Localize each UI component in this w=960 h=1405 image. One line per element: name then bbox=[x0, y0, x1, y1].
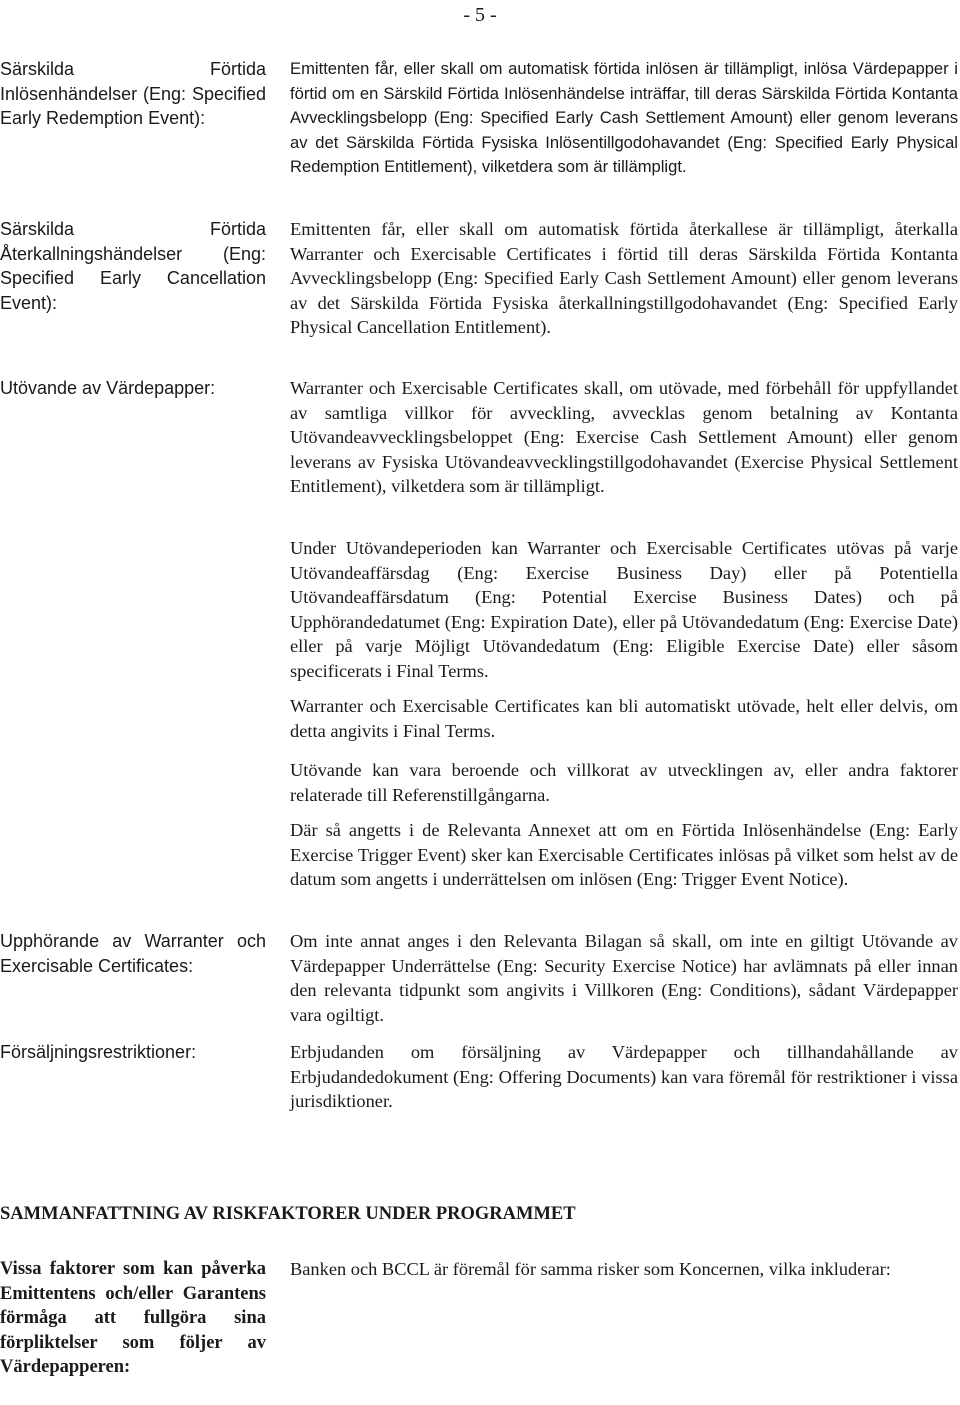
label-risk-factors: Vissa faktorer som kan påverka Emittentens och/eller Garantens förmåga att fullgöra sina förpliktelser som följer av Värdepapperen: bbox=[0, 1259, 266, 1378]
paragraph-specified-early-redemption: Emittenten får, eller skall om automatisk förtida inlösen är tillämpligt, inlösa Värdepapper i förtid om en Särskild Förtida Inlösenhändelse inträffar, till deras Särskilda Förtida Kontanta Avvecklingsbelopp (Eng: Specified Early Cash Settlement Amount) eller genom leverans av det Särskilda Förtida Fysiska Inlösentillgodohavandet (Eng: Specified Early Physical Redemption Entitlement), vilketdera som är tillämpligt. bbox=[290, 59, 958, 177]
paragraph-automatic-exercise: Warranter och Exercisable Certificates kan bli automatiskt utövade, helt eller delvis, om detta angivits i Final Terms. bbox=[290, 696, 958, 741]
paragraph-exercise-period: Under Utövandeperioden kan Warranter och Exercisable Certificates utövas på varje Utövandeaffärsdag (Eng: Exercise Business Day) eller på Potentiella Utövandeaffärsdatum (Eng: Potential Exercise Business Dates) och på Upphörandedatumet (Eng: Expiration Date), eller på Utövandedatum (Eng: Exercise Date) eller på varje Möjligt Utövandedatum (Eng: Eligible Exercise Date) eller såsom specificerats i Final Terms. bbox=[290, 538, 958, 681]
paragraph-early-exercise-trigger: Där så angetts i de Relevanta Annexet att om en Förtida Inlösenhändelse (Eng: Early Exercise Trigger Event) sker kan Exercisable Certificates inlösas på vilket som helst av de datum som angetts i underrättelsen om inlösen (Eng: Trigger Event Notice). bbox=[290, 820, 958, 890]
page-number: - 5 - bbox=[463, 4, 497, 26]
paragraph-exercise-conditions: Utövande kan vara beroende och villkorat av utvecklingen av, eller andra faktorer relaterade till Referenstillgångarna. bbox=[290, 760, 958, 805]
label-expiration-of-warrants: Upphörande av Warranter och Exercisable Certificates: bbox=[0, 931, 266, 976]
label-exercise-of-securities: Utövande av Värdepapper: bbox=[0, 378, 216, 398]
label-specified-early-redemption: Särskilda Förtida Inlösenhändelser (Eng: Specified Early Redemption Event): bbox=[0, 59, 266, 129]
paragraph-specified-early-cancellation: Emittenten får, eller skall om automatisk förtida återkallese är tillämpligt, återkalla Warranter och Exercisable Certificates i förtid till deras Särskilda Förtida Kontanta Avvecklingsbelopp (Eng: Specified Early Cash Settlement Amount) eller genom leverans av det Särskilda Förtida Fysiska återkallningstillgodohavandet (Eng: Specified Early Physical Cancellation Entitlement). bbox=[290, 219, 958, 338]
label-selling-restrictions: Försäljningsrestriktioner: bbox=[0, 1042, 197, 1062]
paragraph-expiration-of-warrants: Om inte annat anges i den Relevanta Bilagan så skall, om inte en giltigt Utövande av Värdepapper Underrättelse (Eng: Security Exercise Notice) har avlämnats på eller innan den relevanta tidpunkt som angivits i Villkoren (Eng: Conditions), sådant Värdepapper vara ogiltigt. bbox=[290, 931, 958, 1025]
paragraph-exercise-settlement: Warranter och Exercisable Certificates skall, om utövade, med förbehåll för uppfyllandet av samtliga villkor för avveckling, avvecklas genom betalning av Kontanta Utövandeavvecklingsbeloppet (Eng: Exercise Cash Settlement Amount) eller genom leverans av Fysiska Utövandeavvecklingstillgodohavandet (Exercise Physical Settlement Entitlement), vilketdera som är tillämpligt. bbox=[290, 378, 958, 497]
risk-summary-heading: SAMMANFATTNING AV RISKFAKTORER UNDER PROGRAMMET bbox=[0, 1204, 576, 1224]
paragraph-risk-factors: Banken och BCCL är föremål för samma risker som Koncernen, vilka inkluderar: bbox=[290, 1259, 891, 1279]
paragraph-selling-restrictions: Erbjudanden om försäljning av Värdepapper och tillhandahållande av Erbjudandedokument (Eng: Offering Documents) kan vara föremål för restriktioner i vissa jurisdiktioner. bbox=[290, 1042, 958, 1112]
label-specified-early-cancellation: Särskilda Förtida Återkallningshändelser (Eng: Specified Early Cancellation Event): bbox=[0, 219, 266, 313]
